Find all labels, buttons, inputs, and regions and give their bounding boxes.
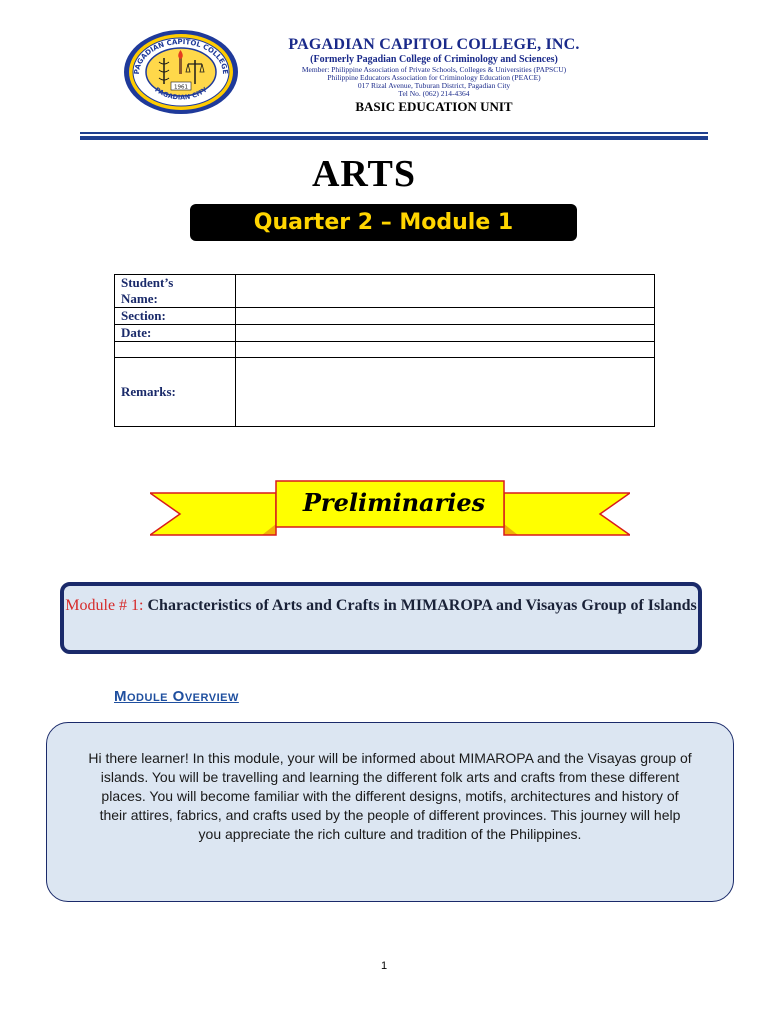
module-title-box <box>60 582 702 654</box>
table-row <box>115 275 655 308</box>
module-number-label: Module # 1: <box>65 597 144 614</box>
logo-year: 1961 <box>174 84 188 91</box>
college-name: PAGADIAN CAPITOL COLLEGE, INC. <box>288 36 580 53</box>
section-field[interactable] <box>236 308 655 325</box>
logo-arc-top-text: PAGADIAN CAPITOL COLLEGE <box>132 37 230 75</box>
education-unit: BASIC EDUCATION UNIT <box>355 99 513 114</box>
remarks-field[interactable] <box>236 358 655 427</box>
remarks-label: Remarks: <box>115 358 236 427</box>
module-title-text: Characteristics of Arts and Crafts in MIMAROPA and Visayas Group of Islands <box>147 597 697 614</box>
module-overview-heading: Module Overview <box>114 688 239 705</box>
membership-line-1: Member: Philippine Association of Private Schools, Colleges & Universities (PAPSCU) <box>301 65 567 74</box>
student-name-field[interactable] <box>236 275 655 308</box>
header-divider-thick <box>80 136 708 140</box>
module-overview-text: Hi there learner! In this module, your will be informed about MIMAROPA and the Visayas group of islands. You will be travelling and learning the different folk arts and crafts from these different places. You will become familiar with the different designs, motifs, architectures and history of their attires, fabrics, and crafts used by the people of different provinces. This journey will help you appreciate the rich culture and tradition of the Philippines. <box>88 750 692 842</box>
college-telephone: Tel No. (062) 214-4364 <box>398 89 470 98</box>
module-overview-box <box>46 722 734 902</box>
student-name-label-line1: Student’s <box>121 275 174 290</box>
college-address: 017 Rizal Avenue, Tuburan District, Pagadian City <box>357 81 511 90</box>
preliminaries-heading: Preliminaries <box>302 488 486 517</box>
blank-field[interactable] <box>236 342 655 358</box>
logo-arc-bottom-text: PAGADIAN CITY <box>153 85 209 102</box>
subject-title: ARTS <box>311 153 417 195</box>
membership-line-2: Philippine Educators Association for Criminology Education (PEACE) <box>327 73 541 82</box>
college-former-name: (Formerly Pagadian College of Criminology and Sciences) <box>310 54 558 65</box>
student-info-table <box>114 274 655 427</box>
page-number: 1 <box>380 960 388 972</box>
table-row <box>115 325 655 342</box>
table-row <box>115 342 655 358</box>
header-divider-thin <box>80 132 708 134</box>
student-name-label-line2: Name: <box>121 291 158 306</box>
quarter-module-banner: Quarter 2 – Module 1 <box>190 204 577 241</box>
table-row <box>115 358 655 427</box>
section-label: Section: <box>115 308 236 325</box>
date-field[interactable] <box>236 325 655 342</box>
student-name-label <box>115 275 236 308</box>
table-row <box>115 308 655 325</box>
date-label: Date: <box>115 325 236 342</box>
blank-label-cell <box>115 342 236 358</box>
college-seal-logo <box>122 28 240 116</box>
